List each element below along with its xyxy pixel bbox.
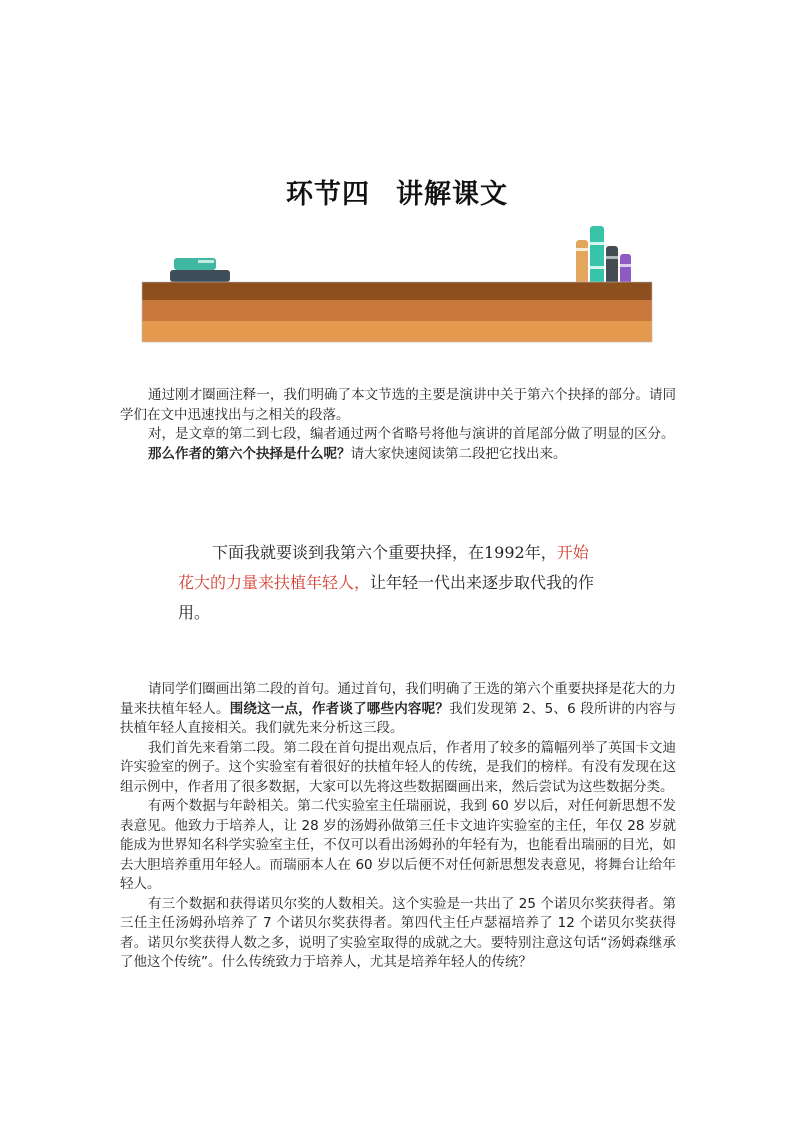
intro-instruction: 请大家快速阅读第二段把它找出来。 xyxy=(350,445,567,462)
bookshelf-illustration xyxy=(140,222,654,344)
body-paragraph-4: 有三个数据和获得诺贝尔奖的人数相关。这个实验是一共出了 25 个诺贝尔奖获得者。第三任主任汤姆孙培养了 7 个诺贝尔奖获得者。第四代主任卢瑟福培养了 12 个诺贝尔奖获得者。诺贝尔奖获得人数之多，说明了实验室取得的成就之大。要特别注意这句话“汤姆森继承了他这个传统”。什么传统致力于培养人，尤其是培养年轻人的传统？ xyxy=(120,895,676,970)
shelf-bottom xyxy=(142,321,652,342)
quote-after: 让年轻一代出来逐步取代我的作用。 xyxy=(178,573,595,622)
section-heading-number: 环节四 xyxy=(286,179,370,210)
section-heading xyxy=(0,172,794,211)
body-paragraph-3: 有两个数据与年龄相关。第二代实验室主任瑞丽说，我到 60 岁以后，对任何新思想不发表意见。他致力于培养人，让 28 岁的汤姆孙做第三任卡文迪许实验室的主任，年仅 28 岁就能成为世界知名科学实验室主任，不仅可以看出汤姆孙的年轻有为，也能看出瑞丽的目光，如去大胆培养重用年轻人。而瑞丽本人在 60 岁以后便不对任何新思想发表意见，将舞台让给年轻人。 xyxy=(120,798,676,892)
intro-paragraphs xyxy=(120,386,676,464)
body-paragraph-1: 请同学们圈画出第二段的首句。通过首句，我们明确了王选的第六个重要抉择是花大的力量来扶植年轻人。围绕这一点，作者谈了哪些内容呢？我们发现第 2、5、6 段所讲的内容与扶植年轻人直接相关。我们就先来分析这三段。 xyxy=(120,681,676,736)
shelf-middle xyxy=(142,300,652,321)
section-heading-text: 讲解课文 xyxy=(396,179,508,210)
shelf-top xyxy=(142,282,652,300)
quote-before: 下面我就要谈到我第六个重要抉择，在1992年， xyxy=(212,543,557,562)
intro-paragraph-3 xyxy=(120,445,676,465)
body-paragraphs xyxy=(120,680,676,973)
book-stack-bottom xyxy=(170,270,230,282)
intro-paragraph-1: 通过刚才圈画注释一，我们明确了本文节选的主要是演讲中关于第六个抉择的部分。请同学们在文中迅速找出与之相关的段落。 xyxy=(120,387,676,423)
quoted-excerpt xyxy=(178,538,598,628)
intro-paragraph-2: 对，是文章的第二到七段，编者通过两个省略号将他与演讲的首尾部分做了明显的区分。 xyxy=(148,426,675,442)
body-question: 围绕这一点，作者谈了哪些内容呢？ xyxy=(229,700,450,717)
intro-question: 那么作者的第六个抉择是什么呢？ xyxy=(148,445,351,462)
body-paragraph-2: 我们首先来看第二段。第二段在首句提出观点后，作者用了较多的篇幅列举了英国卡文迪许实验室的例子。这个实验室有着很好的扶植年轻人的传统，是我们的榜样。有没有发现在这组示例中，作者用了很多数据，大家可以先将这些数据圈画出来，然后尝试为这些数据分类。 xyxy=(120,739,676,795)
quote-highlight: 开始花大的力量来扶植年轻人， xyxy=(178,543,589,592)
book-stack-top xyxy=(174,258,216,270)
